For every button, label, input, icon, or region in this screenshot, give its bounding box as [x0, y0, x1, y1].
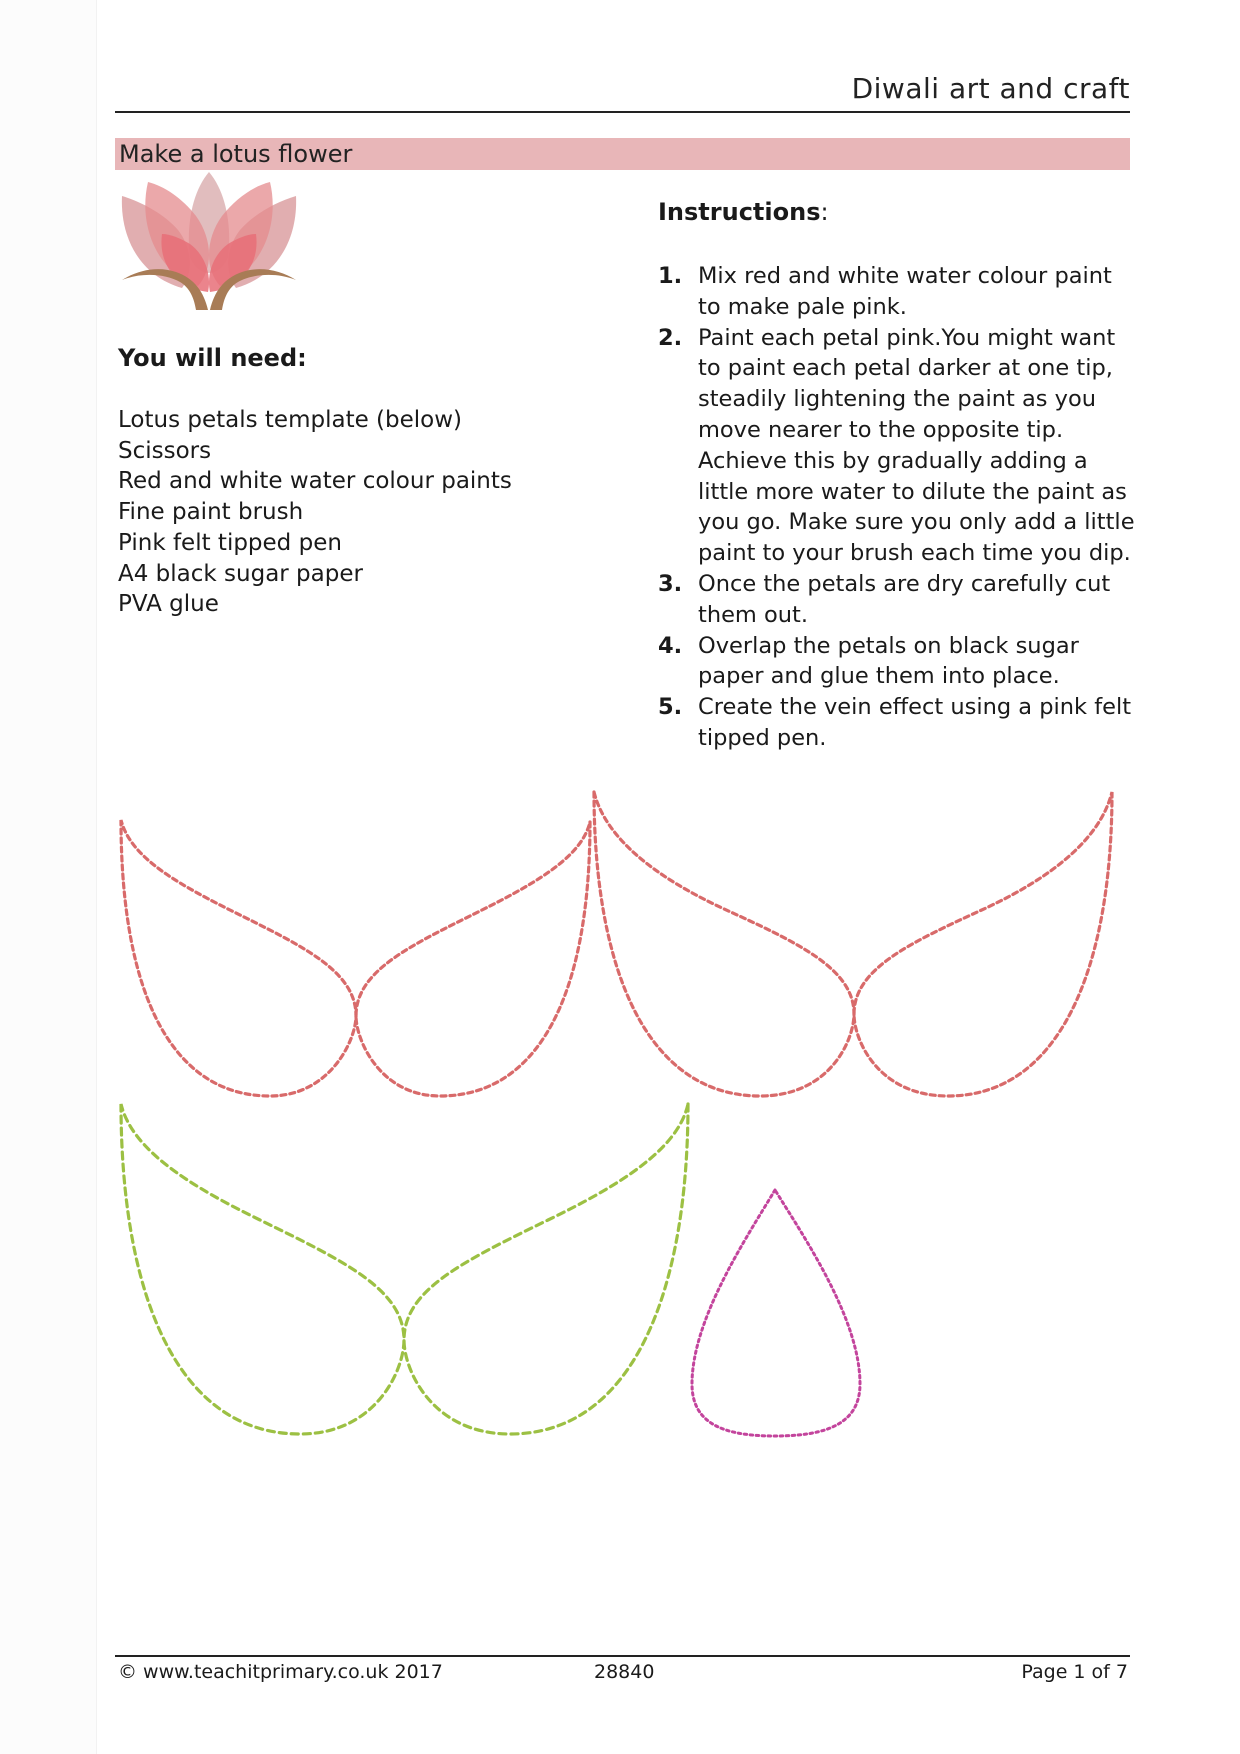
step-number: 3. — [658, 570, 683, 597]
footer-copyright: © www.teachitprimary.co.uk 2017 — [118, 1661, 443, 1683]
petal-outline-right — [854, 792, 1112, 1096]
petal-outline-left — [121, 1104, 404, 1434]
petal-outline-left — [594, 792, 854, 1096]
material-item: Fine paint brush — [118, 499, 304, 526]
instructions-heading-text: Instructions — [658, 198, 821, 226]
material-item: Scissors — [118, 437, 212, 464]
step-text: Overlap the petals on black sugar paper and glue them into place. — [698, 632, 1079, 690]
material-item: Pink felt tipped pen — [118, 529, 342, 556]
red-petal-template-left — [121, 820, 590, 1096]
material-item: Red and white water colour paints — [118, 468, 512, 495]
material-item: PVA glue — [118, 591, 219, 618]
step-number: 1. — [658, 263, 683, 289]
material-item: A4 black sugar paper — [118, 560, 363, 587]
footer-resource-code: 28840 — [594, 1661, 655, 1683]
red-petal-template-right — [594, 792, 1112, 1096]
green-petal-template — [121, 1104, 688, 1434]
material-item: Lotus petals template (below) — [118, 407, 463, 433]
step-text: Once the petals are dry carefully cut them out. — [698, 570, 1111, 628]
step-text: Mix red and white water colour paint to make pale pink. — [698, 263, 1112, 320]
step-number: 4. — [658, 632, 683, 659]
step-number: 2. — [658, 324, 683, 351]
footer-page-number: Page 1 of 7 — [1021, 1661, 1128, 1683]
petal-outline-right — [356, 822, 590, 1096]
you-will-need-heading: You will need: — [118, 344, 307, 372]
petal-outline-right — [404, 1104, 688, 1434]
instructions-heading-colon: : — [820, 198, 829, 226]
petal-outline-left — [121, 820, 356, 1096]
step-text: Paint each petal pink.You might want to paint each petal darker at one tip, steadily lightening the paint as you move nearer to the opposite tip. Achieve this by gradually adding a little more water to dilute the paint as you go. Make sure you only add a little paint to your brush each time you dip. — [698, 324, 1135, 567]
step-text: Create the vein effect using a pink felt tipped pen. — [698, 694, 1132, 751]
document-title: Diwali art and craft — [851, 72, 1130, 105]
section-title: Make a lotus flower — [119, 140, 353, 168]
step-number: 5. — [658, 694, 683, 721]
magenta-petal-template — [692, 1190, 860, 1436]
footer-divider — [115, 1655, 1130, 1657]
